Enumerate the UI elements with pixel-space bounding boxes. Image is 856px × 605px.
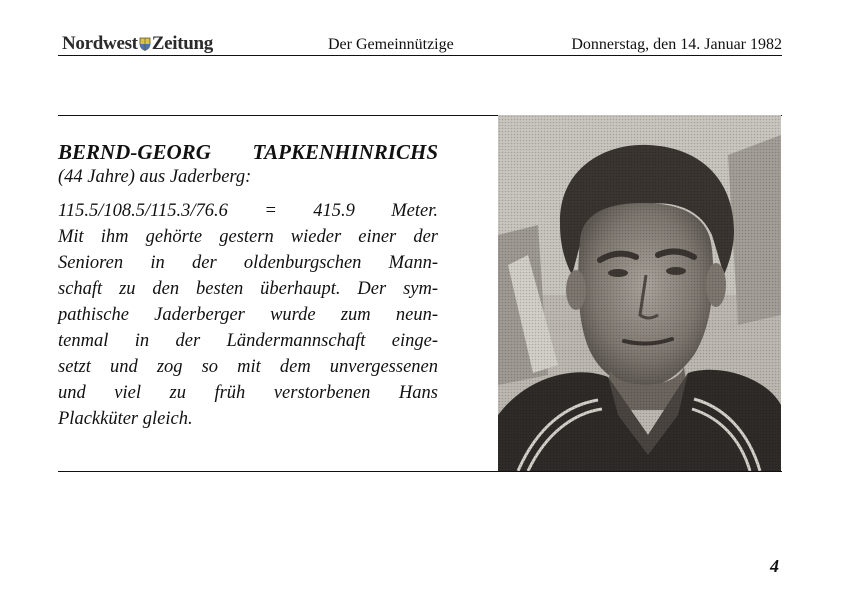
issue-date: Donnerstag, den 14. Januar 1982 bbox=[571, 36, 782, 53]
coat-of-arms-icon bbox=[139, 37, 151, 51]
body-line: Senioren in der oldenburgschen Mann- bbox=[58, 253, 438, 273]
body-line: 115.5/108.5/115.3/76.6 = 415.9 Meter. bbox=[58, 201, 438, 221]
body-line: Mit ihm gehörte gestern wieder einer der bbox=[58, 227, 438, 247]
person-subtitle: (44 Jahre) aus Jaderberg: bbox=[58, 167, 252, 187]
body-line: pathische Jaderberger wurde zum neun- bbox=[58, 305, 438, 325]
article-bottom-rule bbox=[58, 471, 782, 472]
article-text bbox=[58, 139, 438, 432]
body-line: und viel zu früh verstorbenen Hans bbox=[58, 383, 438, 403]
body-line: schaft zu den besten überhaupt. Der sym- bbox=[58, 279, 438, 299]
body-line: tenmal in der Ländermannschaft einge- bbox=[58, 331, 438, 351]
person-last-name: TAPKENHINRICHS bbox=[252, 140, 438, 164]
person-first-name: BERND-GEORG bbox=[58, 140, 211, 164]
masthead-nordwest: Nordwest bbox=[62, 33, 138, 54]
body-line: setzt und zog so mit dem unvergessenen bbox=[58, 357, 438, 377]
section-title: Der Gemeinnützige bbox=[328, 36, 454, 53]
masthead-zeitung: Zeitung bbox=[151, 33, 213, 54]
body-line: Plackküter gleich. bbox=[58, 409, 193, 429]
article-body bbox=[58, 198, 438, 432]
page-header bbox=[58, 30, 782, 56]
newspaper-masthead bbox=[62, 33, 213, 55]
page-number: 4 bbox=[770, 556, 779, 576]
header-rule bbox=[58, 55, 782, 56]
portrait-photo bbox=[498, 115, 781, 471]
person-name bbox=[58, 139, 438, 165]
